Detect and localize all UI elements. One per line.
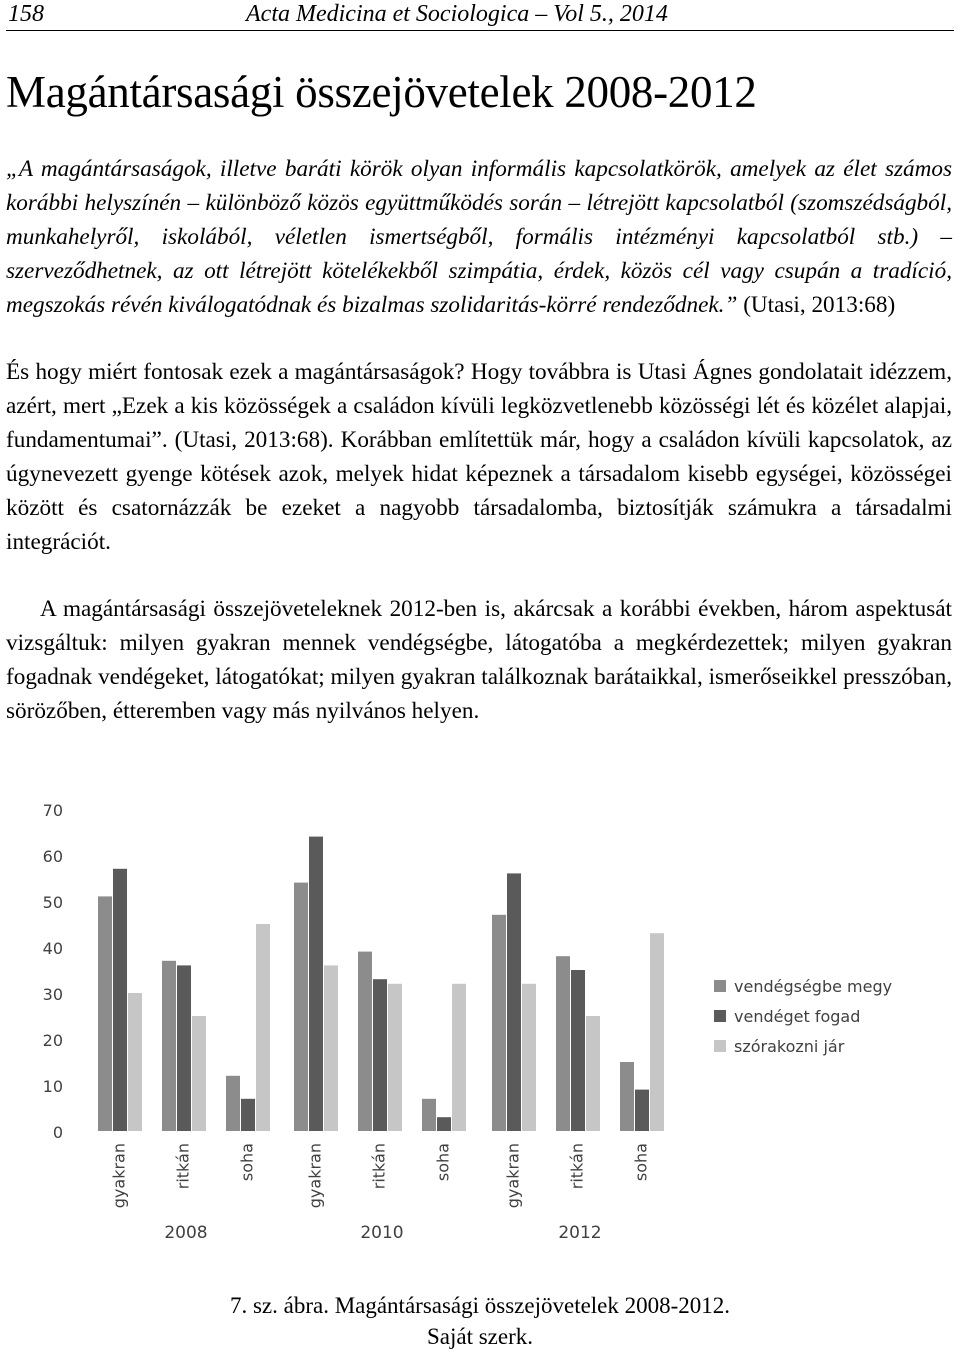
paragraph-1: És hogy miért fontosak ezek a magántársaságok? Hogy továbbra is Utasi Ágnes gondolatait idézzem, azért, mert „Ezek a kis közösségek a családon kívüli legközvetlenebb közösségi lét és közélet alapjai, fundamentumai”. (Utasi, 2013:68). Korábban említettük már, hogy a családon kívüli kapcsolatok, az úgynevezett gyenge kötések azok, melyek hidat képeznek a társadalom kisebb egységei, közösségei között és csatornázzák be ezeket a nagyobb társadalomba, biztosítják számukra a társadalmi integrációt. (6, 359, 952, 555)
y-tick-label: 50 (42, 893, 63, 912)
legend-swatch (714, 980, 726, 992)
bar (324, 965, 338, 1131)
legend-swatch (714, 1040, 726, 1052)
legend-label: vendéget fogad (734, 1007, 861, 1026)
bar (177, 965, 191, 1131)
running-header (6, 0, 954, 31)
bar (309, 837, 323, 1131)
y-tick-label: 20 (42, 1031, 63, 1050)
x-tick-label: gyakran (503, 1143, 523, 1209)
journal-title: Acta Medicina et Sociologica – Vol 5., 2014 (246, 1, 668, 27)
group-label: 2012 (558, 1223, 602, 1243)
bar (452, 984, 466, 1131)
quote-citation: (Utasi, 2013:68) (737, 292, 896, 318)
bar (492, 915, 506, 1131)
bar (507, 873, 521, 1131)
bar (522, 984, 536, 1131)
section-title: Magántársasági összejövetelek 2008-2012 (6, 67, 757, 117)
figure-source: Saját szerk. (426, 1324, 533, 1349)
bar (437, 1117, 451, 1131)
bar (241, 1099, 255, 1131)
y-tick-label: 10 (42, 1077, 63, 1096)
bar (98, 896, 112, 1131)
y-tick-label: 70 (42, 801, 63, 820)
bar (388, 984, 402, 1131)
bar (650, 933, 664, 1131)
y-tick-label: 0 (52, 1123, 63, 1142)
bar (373, 979, 387, 1131)
group-label: 2008 (164, 1223, 208, 1243)
group-label: 2010 (360, 1223, 404, 1243)
bar (128, 993, 142, 1131)
quote-text: „A magántársaságok, illetve baráti körök olyan informális kapcsolatkörök, amelyek az élet számos korábbi helyszínén – különböző közös együttműködés során – létrejött kapcsolatból (szomszédságból, munkahelyről, iskolából, véletlen ismertségből, formális intézményi kapcsolatból stb.) – szerveződhetnek, az ott létrejött kötelékekből szimpátia, érdek, közös cél vagy csupán a tradíció, megszokás révén kiválogatódnak és bizalmas szolidaritás-körré rendeződnek.” (6, 156, 952, 318)
chart-svg (30, 795, 930, 1275)
bar (422, 1099, 436, 1131)
legend-label: szórakozni jár (734, 1037, 845, 1056)
legend-label: vendégségbe megy (734, 977, 893, 996)
bar (256, 924, 270, 1131)
bar (556, 956, 570, 1131)
y-tick-label: 30 (42, 985, 63, 1004)
paragraph-2: A magántársasági összejöveteleknek 2012-ben is, akárcsak a korábbi években, három aspektusát vizsgáltuk: milyen gyakran mennek vendégségbe, látogatóba a megkérdezettek; milyen gyakran fogadnak vendégeket, látogatókat; milyen gyakran találkoznak barátaikkal, ismerőseikkel presszóban, sörözőben, étteremben vagy más nyilvános helyen. (6, 596, 952, 724)
y-tick-label: 60 (42, 847, 63, 866)
bar (635, 1090, 649, 1131)
bar (226, 1076, 240, 1131)
x-tick-label: ritkán (173, 1143, 193, 1190)
x-tick-label: gyakran (109, 1143, 129, 1209)
bar (162, 961, 176, 1131)
x-tick-label: soha (433, 1143, 453, 1182)
x-tick-label: soha (237, 1143, 257, 1182)
bar (192, 1016, 206, 1131)
x-tick-label: soha (631, 1143, 651, 1182)
bar (586, 1016, 600, 1131)
bar-chart (30, 795, 930, 1275)
x-tick-label: ritkán (567, 1143, 587, 1190)
bar (294, 883, 308, 1131)
x-tick-label: ritkán (369, 1143, 389, 1190)
bar (358, 952, 372, 1131)
x-tick-label: gyakran (305, 1143, 325, 1209)
bar (571, 970, 585, 1131)
bar (620, 1062, 634, 1131)
bar (113, 869, 127, 1131)
legend-swatch (714, 1010, 726, 1022)
y-tick-label: 40 (42, 939, 63, 958)
block-quote (6, 152, 952, 322)
page-number: 158 (8, 1, 44, 27)
figure-caption: 7. sz. ábra. Magántársasági összejövetelek 2008-2012. (229, 1293, 731, 1318)
